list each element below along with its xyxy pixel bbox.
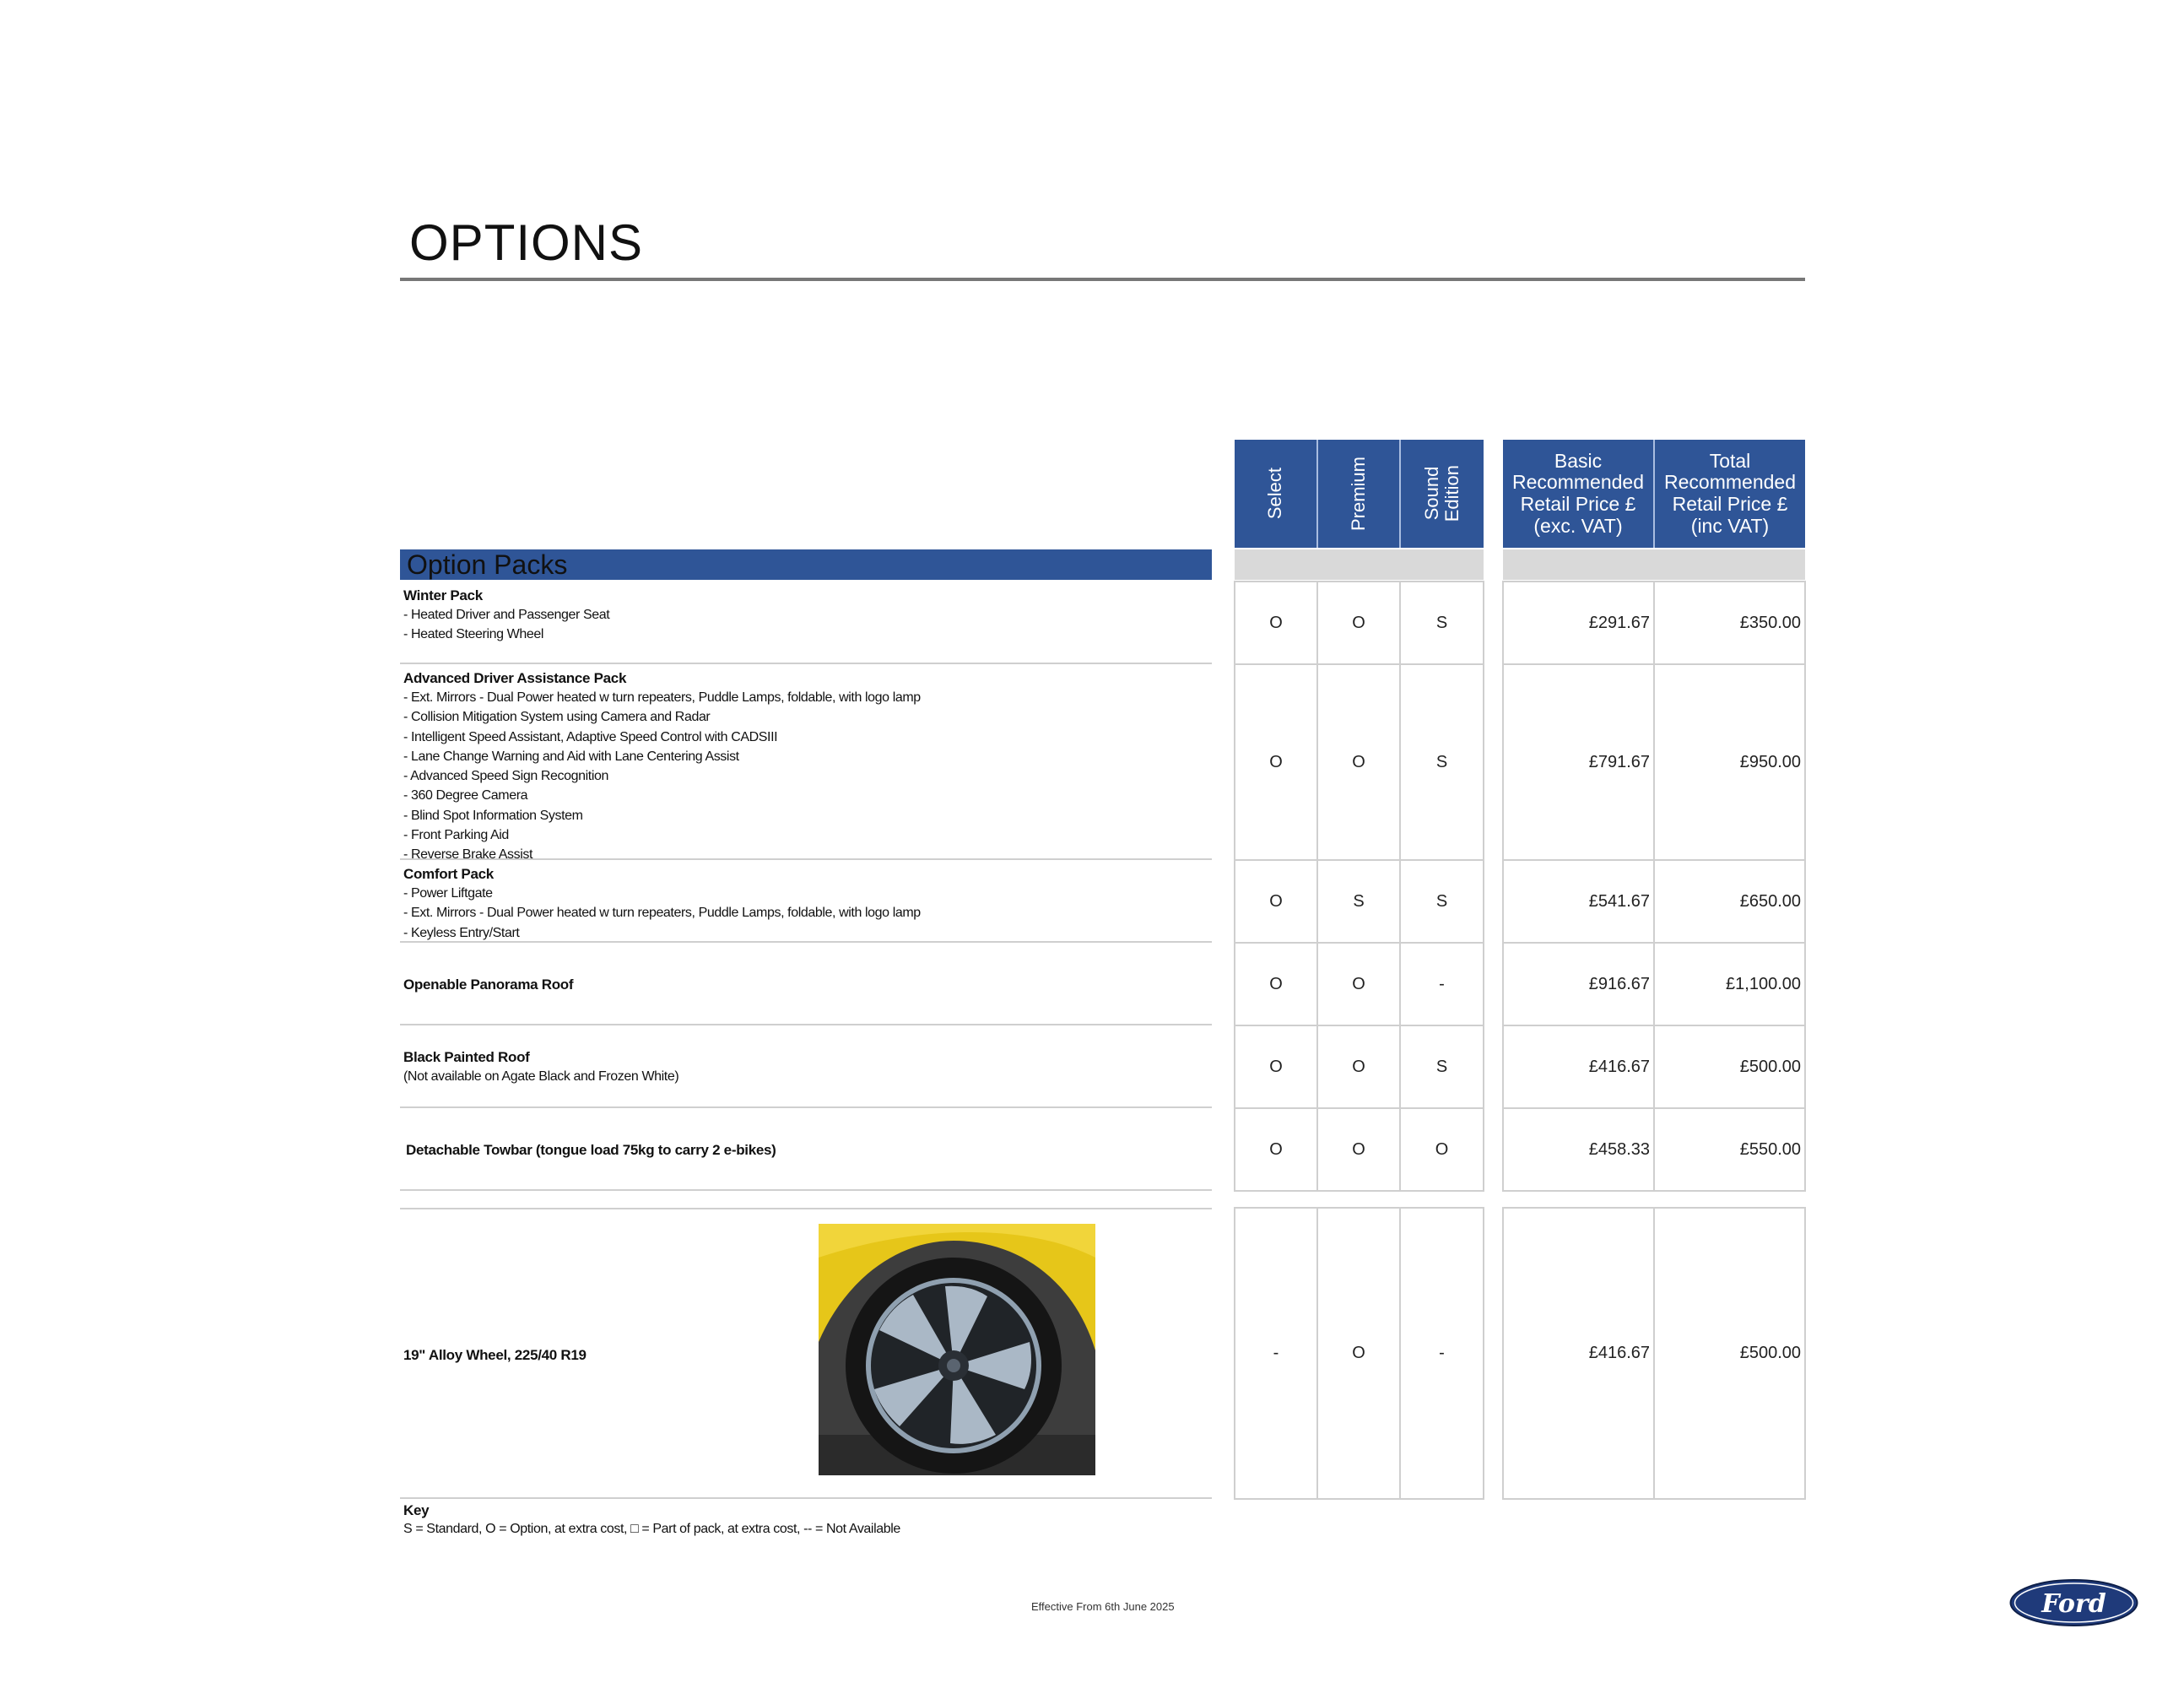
title-rule bbox=[400, 278, 1805, 281]
trim-cell-premium: O bbox=[1316, 1025, 1401, 1109]
total-price-cell: £1,100.00 bbox=[1653, 942, 1806, 1026]
option-feature: - Ext. Mirrors - Dual Power heated w turn repeaters, Puddle Lamps, foldable, with logo lamp bbox=[403, 690, 921, 705]
option-title: Openable Panorama Roof bbox=[403, 977, 574, 993]
trim-cell-premium: O bbox=[1316, 1207, 1401, 1500]
trim-header-select: Select bbox=[1235, 440, 1318, 548]
alloy-wheel-image bbox=[819, 1224, 1095, 1475]
option-feature: - 360 Degree Camera bbox=[403, 788, 528, 803]
trim-header-strip bbox=[1235, 549, 1484, 580]
option-feature: - Front Parking Aid bbox=[403, 828, 509, 843]
option-title: Detachable Towbar (tongue load 75kg to carry 2 e-bikes) bbox=[406, 1142, 776, 1158]
basic-price-cell: £458.33 bbox=[1502, 1107, 1655, 1192]
trim-cell-sound-edition: S bbox=[1399, 581, 1484, 665]
basic-price-cell: £291.67 bbox=[1502, 581, 1655, 665]
option-feature: - Collision Mitigation System using Camera and Radar bbox=[403, 710, 711, 725]
trim-cell-select: - bbox=[1234, 1207, 1318, 1500]
option-feature: - Power Liftgate bbox=[403, 886, 493, 901]
total-price-cell: £650.00 bbox=[1653, 859, 1806, 944]
option-title: Black Painted Roof bbox=[403, 1049, 530, 1065]
option-feature: - Advanced Speed Sign Recognition bbox=[403, 769, 608, 784]
option-row bbox=[400, 1108, 1212, 1191]
trim-cell-select: O bbox=[1234, 581, 1318, 665]
trim-header-premium: Premium bbox=[1318, 440, 1402, 548]
total-price-cell: £500.00 bbox=[1653, 1025, 1806, 1109]
option-feature: - Heated Steering Wheel bbox=[403, 627, 544, 642]
basic-price-cell: £416.67 bbox=[1502, 1207, 1655, 1500]
option-description bbox=[406, 1140, 776, 1160]
option-row bbox=[400, 582, 1212, 664]
section-title: Option Packs bbox=[407, 549, 568, 580]
trim-cell-premium: S bbox=[1316, 859, 1401, 944]
option-row bbox=[400, 1025, 1212, 1108]
trim-cell-sound-edition: S bbox=[1399, 1025, 1484, 1109]
trim-cell-premium: O bbox=[1316, 581, 1401, 665]
page-title: OPTIONS bbox=[409, 214, 644, 271]
key-text: S = Standard, O = Option, at extra cost, □ = Part of pack, at extra cost, -- = Not Available bbox=[403, 1522, 900, 1536]
price-header-group bbox=[1503, 440, 1805, 548]
option-description bbox=[403, 975, 573, 994]
section-bar bbox=[400, 549, 1212, 580]
trim-cell-select: O bbox=[1234, 942, 1318, 1026]
trim-cell-premium: O bbox=[1316, 663, 1401, 861]
price-header-strip bbox=[1503, 549, 1805, 580]
basic-price-cell: £916.67 bbox=[1502, 942, 1655, 1026]
option-feature: - Ext. Mirrors - Dual Power heated w turn repeaters, Puddle Lamps, foldable, with logo lamp bbox=[403, 906, 921, 921]
trim-cell-sound-edition: - bbox=[1399, 942, 1484, 1026]
trim-header-sound-edition: Sound Edition bbox=[1420, 465, 1463, 522]
option-description bbox=[403, 668, 921, 865]
trim-cell-sound-edition: S bbox=[1399, 859, 1484, 944]
option-row bbox=[400, 860, 1212, 943]
svg-text:Ford: Ford bbox=[2041, 1589, 2106, 1619]
total-price-cell: £500.00 bbox=[1653, 1207, 1806, 1500]
option-description bbox=[403, 864, 921, 943]
total-price-cell: £950.00 bbox=[1653, 663, 1806, 861]
option-feature: - Blind Spot Information System bbox=[403, 808, 583, 823]
option-feature: (Not available on Agate Black and Frozen White) bbox=[403, 1069, 679, 1084]
trim-cell-sound-edition: - bbox=[1399, 1207, 1484, 1500]
option-description bbox=[403, 1047, 678, 1086]
effective-date: Effective From 6th June 2025 bbox=[1031, 1600, 1175, 1613]
option-row bbox=[400, 664, 1212, 863]
trim-cell-premium: O bbox=[1316, 942, 1401, 1026]
option-feature: - Lane Change Warning and Aid with Lane Centering Assist bbox=[403, 749, 739, 764]
trim-cell-select: O bbox=[1234, 1025, 1318, 1109]
option-row bbox=[400, 943, 1212, 1025]
option-title: Winter Pack bbox=[403, 587, 483, 603]
price-header-total: Total Recommended Retail Price £ (inc VAT) bbox=[1664, 449, 1796, 537]
trim-cell-select: O bbox=[1234, 1107, 1318, 1192]
trim-cell-select: O bbox=[1234, 663, 1318, 861]
key-label: Key bbox=[403, 1502, 430, 1518]
option-title: Comfort Pack bbox=[403, 866, 494, 882]
option-feature: - Keyless Entry/Start bbox=[403, 925, 520, 940]
option-feature: - Intelligent Speed Assistant, Adaptive Speed Control with CADSIII bbox=[403, 729, 778, 744]
option-description bbox=[403, 586, 609, 645]
basic-price-cell: £791.67 bbox=[1502, 663, 1655, 861]
total-price-cell: £550.00 bbox=[1653, 1107, 1806, 1192]
trim-cell-sound-edition: S bbox=[1399, 663, 1484, 861]
option-feature: - Reverse Brake Assist bbox=[403, 847, 533, 863]
trim-cell-sound-edition: O bbox=[1399, 1107, 1484, 1192]
trim-cell-select: O bbox=[1234, 859, 1318, 944]
option-title: 19" Alloy Wheel, 225/40 R19 bbox=[403, 1347, 587, 1363]
total-price-cell: £350.00 bbox=[1653, 581, 1806, 665]
price-header-basic: Basic Recommended Retail Price £ (exc. VAT) bbox=[1503, 440, 1655, 548]
ford-logo bbox=[2008, 1578, 2139, 1627]
option-feature: - Heated Driver and Passenger Seat bbox=[403, 608, 610, 622]
basic-price-cell: £541.67 bbox=[1502, 859, 1655, 944]
trim-header-group bbox=[1235, 440, 1484, 548]
trim-cell-premium: O bbox=[1316, 1107, 1401, 1192]
option-description bbox=[403, 1345, 587, 1365]
basic-price-cell: £416.67 bbox=[1502, 1025, 1655, 1109]
option-title: Advanced Driver Assistance Pack bbox=[403, 670, 627, 686]
